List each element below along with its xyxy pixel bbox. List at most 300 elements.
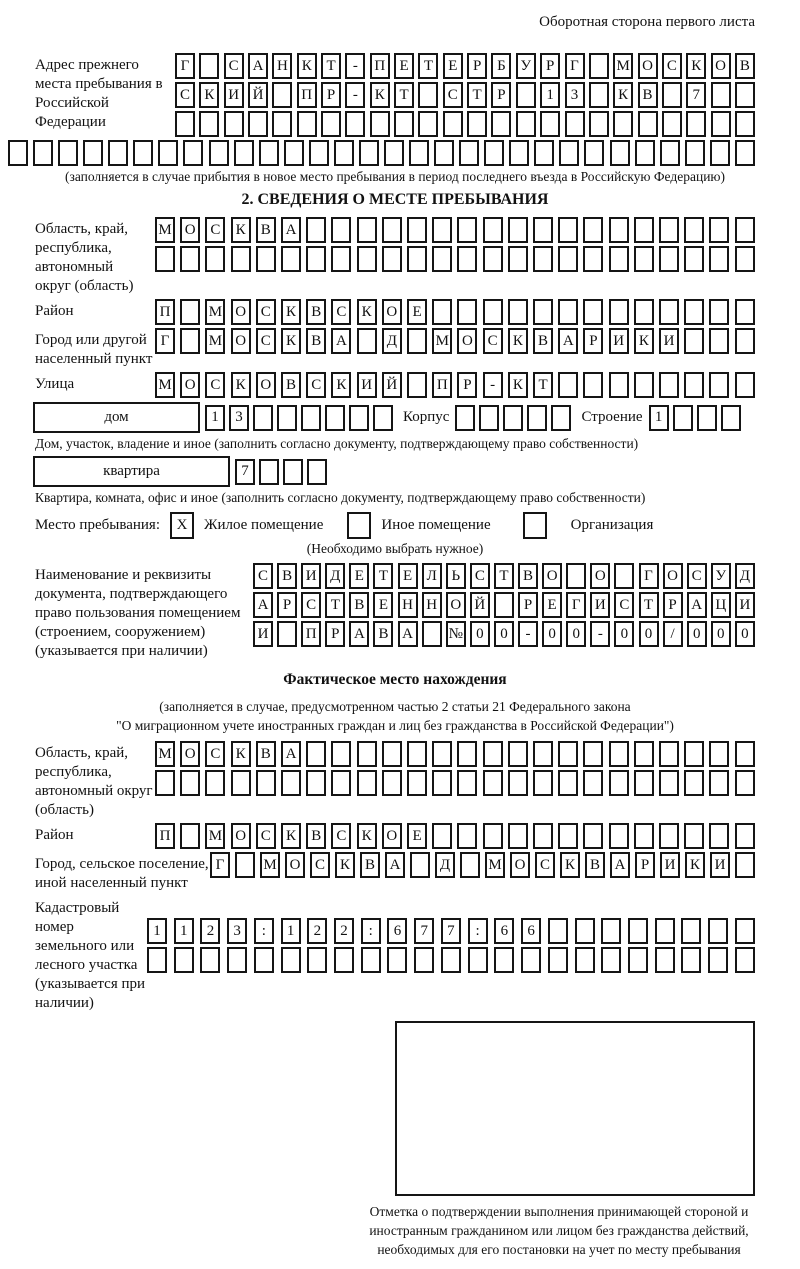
char-box: А <box>610 852 630 878</box>
street-field <box>35 372 755 398</box>
region-row-2 <box>155 246 755 272</box>
char-box: М <box>155 217 175 243</box>
char-box: М <box>205 823 225 849</box>
char-box <box>231 770 251 796</box>
char-box: Г <box>155 328 175 354</box>
fact-city-row <box>210 852 755 878</box>
char-box <box>331 770 351 796</box>
char-box: Д <box>325 563 345 589</box>
char-box: С <box>470 563 490 589</box>
prev-address-caption: (заполняется в случае прибытия в новое место пребывания в период последнего въезда в Российскую Федерацию) <box>64 169 726 184</box>
prev-address-field <box>35 53 755 137</box>
char-box <box>634 741 654 767</box>
char-box <box>224 111 244 137</box>
char-box <box>357 217 377 243</box>
char-box <box>533 823 553 849</box>
char-box <box>467 111 487 137</box>
char-box: М <box>432 328 452 354</box>
char-box <box>334 140 354 166</box>
char-box <box>370 111 390 137</box>
char-box: К <box>357 823 377 849</box>
char-box: К <box>231 217 251 243</box>
char-box <box>565 111 585 137</box>
char-box: Р <box>491 82 511 108</box>
cadastral-row-1 <box>147 918 755 944</box>
char-box: И <box>357 372 377 398</box>
char-box <box>407 328 427 354</box>
char-box: Р <box>325 621 345 647</box>
char-box: Е <box>349 563 369 589</box>
char-box <box>735 246 755 272</box>
stay-type-checkbox-organization <box>523 512 547 539</box>
char-box <box>248 111 268 137</box>
char-box <box>655 947 675 973</box>
prev-address-row-4 <box>8 140 755 166</box>
section2-title: 2. СВЕДЕНИЯ О МЕСТЕ ПРЕБЫВАНИЯ <box>241 191 549 208</box>
char-box: О <box>382 299 402 325</box>
char-box: 1 <box>174 918 194 944</box>
char-box <box>277 621 297 647</box>
char-box: 2 <box>200 918 220 944</box>
char-box <box>108 140 128 166</box>
char-box: О <box>231 823 251 849</box>
char-box: П <box>301 621 321 647</box>
char-box <box>200 947 220 973</box>
char-box <box>357 328 377 354</box>
char-box: / <box>663 621 683 647</box>
char-box: Е <box>443 53 463 79</box>
char-box: С <box>483 328 503 354</box>
char-box: М <box>613 53 633 79</box>
fact-location-title: Фактическое место нахождения <box>283 671 507 688</box>
char-box <box>484 140 504 166</box>
char-box <box>361 947 381 973</box>
char-box: Й <box>470 592 490 618</box>
char-box <box>331 217 351 243</box>
char-box: О <box>256 372 276 398</box>
char-box: В <box>735 53 755 79</box>
char-box: М <box>205 299 225 325</box>
stamp-area <box>363 1021 755 1259</box>
char-box <box>483 299 503 325</box>
char-box <box>735 852 755 878</box>
char-box <box>659 741 679 767</box>
char-box <box>709 328 729 354</box>
char-box <box>468 947 488 973</box>
char-box: А <box>331 328 351 354</box>
char-box <box>283 459 303 485</box>
char-box: К <box>508 372 528 398</box>
apartment-caption: Квартира, комната, офис и иное (заполнить согласно документу, подтверждающему право собственности) <box>35 490 646 505</box>
char-box <box>227 947 247 973</box>
char-box <box>711 82 731 108</box>
char-box: 1 <box>205 405 225 431</box>
stay-type-option-residential: Жилое помещение <box>204 517 324 533</box>
char-box: Е <box>394 53 414 79</box>
char-box <box>659 372 679 398</box>
char-box: 7 <box>414 918 434 944</box>
char-box <box>533 217 553 243</box>
char-box <box>735 111 755 137</box>
char-box <box>494 592 514 618</box>
char-box: О <box>663 563 683 589</box>
char-box: Т <box>418 53 438 79</box>
char-box <box>660 140 680 166</box>
char-box: В <box>349 592 369 618</box>
char-box <box>301 405 321 431</box>
char-box: 6 <box>387 918 407 944</box>
char-box <box>575 947 595 973</box>
char-box: Р <box>635 852 655 878</box>
char-box <box>609 217 629 243</box>
char-box <box>709 372 729 398</box>
char-box <box>457 246 477 272</box>
char-box <box>589 53 609 79</box>
char-box <box>183 140 203 166</box>
char-box <box>155 246 175 272</box>
char-box <box>609 246 629 272</box>
char-box <box>659 823 679 849</box>
char-box <box>306 246 326 272</box>
char-box <box>272 82 292 108</box>
char-box: С <box>443 82 463 108</box>
char-box <box>407 217 427 243</box>
char-box <box>659 299 679 325</box>
char-box <box>684 299 704 325</box>
char-box: П <box>370 53 390 79</box>
char-box <box>133 140 153 166</box>
char-box <box>710 140 730 166</box>
char-box <box>284 140 304 166</box>
char-box: Н <box>422 592 442 618</box>
char-box: П <box>155 823 175 849</box>
stay-type-label: Место пребывания: <box>35 517 160 533</box>
char-box <box>721 405 741 431</box>
char-box <box>281 770 301 796</box>
stamp-box <box>395 1021 755 1196</box>
char-box <box>483 246 503 272</box>
fact-city-field <box>35 852 755 893</box>
char-box <box>735 217 755 243</box>
char-box: С <box>205 217 225 243</box>
char-box: В <box>518 563 538 589</box>
char-box: 1 <box>540 82 560 108</box>
char-box: Т <box>467 82 487 108</box>
char-box <box>306 217 326 243</box>
char-box <box>432 246 452 272</box>
char-box <box>256 246 276 272</box>
char-box: А <box>349 621 369 647</box>
char-box <box>234 140 254 166</box>
char-box <box>558 299 578 325</box>
char-box <box>609 299 629 325</box>
char-box: Г <box>639 563 659 589</box>
char-box: А <box>281 217 301 243</box>
char-box: В <box>256 741 276 767</box>
char-box <box>457 741 477 767</box>
char-box: 6 <box>521 918 541 944</box>
char-box <box>735 82 755 108</box>
char-box: 2 <box>307 918 327 944</box>
char-box <box>584 140 604 166</box>
fact-region-row-1 <box>155 741 755 767</box>
char-box: Т <box>373 563 393 589</box>
char-box <box>601 947 621 973</box>
char-box: К <box>297 53 317 79</box>
char-box <box>83 140 103 166</box>
char-box <box>589 111 609 137</box>
stay-type-row <box>35 512 755 539</box>
char-box: Й <box>382 372 402 398</box>
char-box: У <box>711 563 731 589</box>
char-box: С <box>687 563 707 589</box>
char-box <box>491 111 511 137</box>
char-box <box>457 823 477 849</box>
char-box: : <box>361 918 381 944</box>
char-box <box>494 947 514 973</box>
char-box <box>508 217 528 243</box>
char-box <box>662 82 682 108</box>
fact-location-caption-2: "О миграционном учете иностранных граждан и лиц без гражданства в Российской Федерации") <box>116 718 674 733</box>
char-box <box>432 299 452 325</box>
char-box: В <box>277 563 297 589</box>
char-box: О <box>285 852 305 878</box>
char-box: Ь <box>446 563 466 589</box>
char-box: 1 <box>649 405 669 431</box>
char-box: В <box>306 299 326 325</box>
char-box: И <box>301 563 321 589</box>
char-box: Т <box>494 563 514 589</box>
char-box <box>509 140 529 166</box>
char-box: О <box>711 53 731 79</box>
char-box: О <box>590 563 610 589</box>
stroenie-label: Строение <box>581 409 643 425</box>
char-box <box>457 770 477 796</box>
char-box <box>516 111 536 137</box>
char-box: В <box>256 217 276 243</box>
char-box <box>460 852 480 878</box>
char-box <box>673 405 693 431</box>
char-box: Е <box>407 823 427 849</box>
char-box <box>297 111 317 137</box>
char-box: М <box>260 852 280 878</box>
street-label: Улица <box>35 376 75 392</box>
region-field <box>35 217 755 296</box>
char-box <box>331 741 351 767</box>
char-box <box>521 947 541 973</box>
char-box <box>180 328 200 354</box>
city-field <box>35 328 755 369</box>
char-box <box>508 823 528 849</box>
char-box <box>277 405 297 431</box>
district-field <box>35 299 755 325</box>
char-box: Р <box>663 592 683 618</box>
char-box: Г <box>210 852 230 878</box>
char-box: К <box>634 328 654 354</box>
fact-location-caption-1: (заполняется в случае, предусмотренном частью 2 статьи 21 Федерального закона <box>159 699 631 714</box>
char-box: - <box>345 53 365 79</box>
char-box: К <box>370 82 390 108</box>
char-box <box>281 246 301 272</box>
stay-type-note: (Необходимо выбрать нужное) <box>306 541 484 556</box>
house-number-cells <box>205 405 393 431</box>
char-box: И <box>710 852 730 878</box>
char-box <box>735 947 755 973</box>
char-box <box>681 918 701 944</box>
char-box <box>483 217 503 243</box>
char-box: В <box>281 372 301 398</box>
char-box <box>634 372 654 398</box>
char-box: В <box>533 328 553 354</box>
char-box: О <box>382 823 402 849</box>
char-box <box>609 823 629 849</box>
char-box: И <box>609 328 629 354</box>
char-box <box>58 140 78 166</box>
char-box <box>558 770 578 796</box>
char-box <box>259 459 279 485</box>
char-box <box>583 741 603 767</box>
char-box <box>609 741 629 767</box>
char-box <box>334 947 354 973</box>
char-box <box>253 405 273 431</box>
char-box <box>610 140 630 166</box>
char-box <box>384 140 404 166</box>
korpus-cells <box>455 405 571 431</box>
char-box: 7 <box>235 459 255 485</box>
char-box: С <box>331 823 351 849</box>
stay-type-checkbox-other <box>347 512 371 539</box>
char-box: О <box>180 741 200 767</box>
cadastral-label: Кадастровый номер земельного или лесного участка (указывается при наличии) <box>35 900 146 1011</box>
char-box: № <box>446 621 466 647</box>
char-box: 2 <box>334 918 354 944</box>
char-box <box>709 770 729 796</box>
stroenie-cells <box>649 405 741 431</box>
char-box: М <box>155 741 175 767</box>
char-box: К <box>281 299 301 325</box>
char-box <box>459 140 479 166</box>
char-box: К <box>231 741 251 767</box>
char-box: И <box>224 82 244 108</box>
char-box: 6 <box>494 918 514 944</box>
char-box <box>387 947 407 973</box>
char-box <box>533 741 553 767</box>
char-box: С <box>301 592 321 618</box>
char-box <box>735 741 755 767</box>
char-box <box>583 217 603 243</box>
fact-district-label: Район <box>35 827 74 843</box>
char-box: 3 <box>227 918 247 944</box>
stay-type-checkbox-residential: X <box>170 512 194 539</box>
region-label: Область, край, республика, автономный округ (область) <box>35 221 134 294</box>
char-box <box>281 947 301 973</box>
char-box <box>180 823 200 849</box>
char-box: С <box>306 372 326 398</box>
char-box: А <box>687 592 707 618</box>
char-box <box>357 246 377 272</box>
char-box: А <box>558 328 578 354</box>
char-box: 0 <box>470 621 490 647</box>
street-row <box>155 372 755 398</box>
char-box <box>432 823 452 849</box>
char-box <box>147 947 167 973</box>
char-box: А <box>281 741 301 767</box>
char-box <box>575 918 595 944</box>
char-box: С <box>535 852 555 878</box>
char-box <box>684 246 704 272</box>
char-box: С <box>175 82 195 108</box>
fact-region-label: Область, край, республика, автономный округ (область) <box>35 745 153 818</box>
char-box: С <box>256 328 276 354</box>
char-box: 7 <box>686 82 706 108</box>
char-box: О <box>457 328 477 354</box>
char-box <box>583 299 603 325</box>
char-box: О <box>231 328 251 354</box>
char-box <box>583 770 603 796</box>
char-box <box>455 405 475 431</box>
char-box: Д <box>735 563 755 589</box>
char-box: 0 <box>639 621 659 647</box>
char-box: Д <box>382 328 402 354</box>
char-box <box>709 741 729 767</box>
fact-district-row <box>155 823 755 849</box>
char-box: Т <box>394 82 414 108</box>
char-box: О <box>180 217 200 243</box>
char-box <box>382 217 402 243</box>
char-box: К <box>331 372 351 398</box>
char-box: С <box>331 299 351 325</box>
char-box <box>479 405 499 431</box>
char-box: Е <box>407 299 427 325</box>
char-box: О <box>446 592 466 618</box>
char-box: Р <box>277 592 297 618</box>
region-row-1 <box>155 217 755 243</box>
char-box <box>685 140 705 166</box>
char-box: Т <box>321 53 341 79</box>
char-box: 0 <box>687 621 707 647</box>
char-box: О <box>180 372 200 398</box>
char-box <box>175 111 195 137</box>
char-box: К <box>335 852 355 878</box>
char-box: 0 <box>566 621 586 647</box>
char-box: К <box>199 82 219 108</box>
char-box <box>407 372 427 398</box>
char-box: О <box>231 299 251 325</box>
char-box: Н <box>272 53 292 79</box>
char-box: Р <box>518 592 538 618</box>
district-label: Район <box>35 303 74 319</box>
city-row <box>155 328 755 354</box>
stamp-caption: Отметка о подтверждении выполнения принимающей стороной и иностранным гражданином или лицом без гражданства действий, необходимых для его постановки на учет по месту пребывания <box>369 1204 749 1257</box>
char-box <box>33 140 53 166</box>
char-box <box>483 770 503 796</box>
char-box <box>180 770 200 796</box>
document-label: Наименование и реквизиты документа, подтверждающего право пользования помещением (строением, сооружением) (указывается при наличии) <box>35 567 241 659</box>
char-box <box>382 741 402 767</box>
char-box <box>407 246 427 272</box>
char-box <box>735 328 755 354</box>
char-box <box>609 770 629 796</box>
char-box <box>418 82 438 108</box>
char-box <box>566 563 586 589</box>
char-box <box>373 405 393 431</box>
char-box <box>558 741 578 767</box>
char-box <box>309 140 329 166</box>
char-box: С <box>205 741 225 767</box>
char-box: А <box>398 621 418 647</box>
char-box: Й <box>248 82 268 108</box>
char-box <box>272 111 292 137</box>
